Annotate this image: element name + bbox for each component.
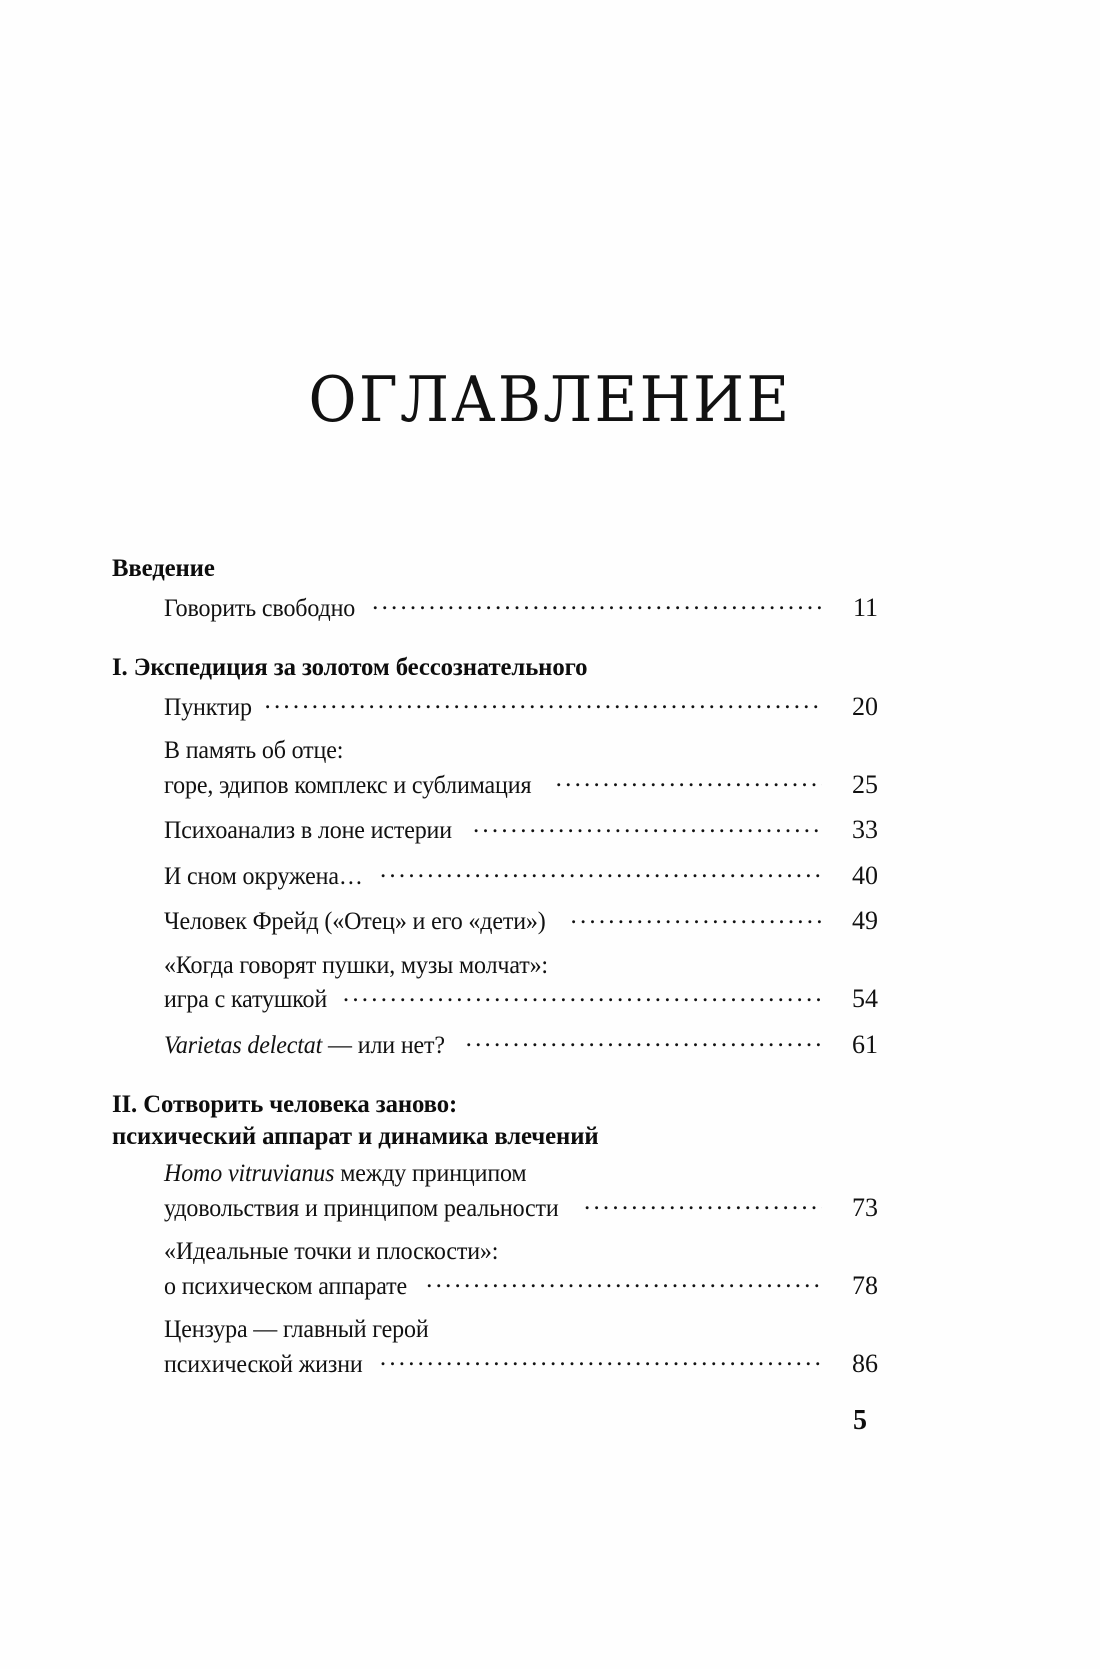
dot-leader (343, 982, 822, 1007)
toc-entries (112, 1158, 878, 1381)
toc-entry-title-line2: игра с катушкой (164, 986, 328, 1014)
dot-leader (372, 591, 822, 616)
toc-entry[interactable] (164, 1314, 878, 1381)
dot-leader (426, 1269, 822, 1294)
heading-line-1: II. Сотворить человека заново: (112, 1089, 458, 1119)
toc-entry-page: 86 (852, 1348, 878, 1378)
toc-entry-title-line2: горе, эдипов комплекс и сублимация (164, 771, 532, 799)
toc-entry-title-line1: Цензура — главный герой (164, 1316, 429, 1344)
toc-entries (112, 591, 878, 626)
toc-entry-title-line1: В память об отце: (164, 737, 344, 765)
toc-entry-title: Говорить свободно (164, 594, 356, 622)
toc-group-heading (112, 1088, 855, 1151)
toc-entry[interactable] (164, 904, 878, 939)
toc-entry[interactable] (164, 950, 878, 1017)
dot-leader (556, 768, 822, 793)
toc-entry-title-line2: психической жизни (164, 1350, 363, 1378)
toc-entry-title-line2: о психическом аппарате (164, 1272, 408, 1300)
page-folio: 5 (853, 1405, 867, 1436)
toc-entry-title-line1 (164, 1158, 526, 1191)
toc-entry-title-italic: Varietas delectat (164, 1031, 323, 1059)
toc-entry-title: Пунктир (164, 693, 252, 721)
toc-entry-page: 49 (852, 906, 878, 936)
toc-entry[interactable] (164, 1158, 878, 1225)
toc-entry[interactable] (164, 735, 878, 802)
toc-entry-title: Человек Фрейд («Отец» и его «дети») (164, 908, 546, 936)
toc-entry-title (164, 1030, 445, 1063)
toc-entry-title-line1: «Идеальные точки и плоскости»: (164, 1238, 499, 1266)
toc-entry[interactable] (164, 1236, 878, 1303)
toc-entry-page: 61 (852, 1029, 878, 1059)
dot-leader (584, 1191, 822, 1216)
toc-entry[interactable] (164, 859, 878, 894)
dot-leader (380, 859, 822, 884)
toc-entry-title-roman: — или нет? (322, 1031, 445, 1059)
toc-group-introduction (112, 552, 878, 625)
toc-entry[interactable] (164, 591, 878, 626)
toc-entry-page: 54 (852, 984, 878, 1014)
heading-line-2: психический аппарат и динамика влечений (112, 1120, 599, 1150)
toc-group-heading (112, 651, 855, 683)
toc-entry-page: 33 (852, 815, 878, 845)
toc-group-part-ii (112, 1088, 878, 1381)
toc-entry-page: 73 (852, 1192, 878, 1222)
toc-entry-title-roman: между принципом (334, 1160, 527, 1188)
dot-leader (473, 813, 822, 838)
toc-entry-title-line2: удовольствия и принципом реальности (164, 1194, 559, 1222)
toc-entry-title: Психоанализ в лоне истерии (164, 817, 452, 845)
toc-entry[interactable] (164, 690, 878, 725)
dot-leader (571, 904, 823, 929)
toc-entry-page: 40 (852, 860, 878, 890)
toc-entry-title-line1: «Когда говорят пушки, музы молчат»: (164, 951, 548, 979)
toc-entry-page: 20 (852, 691, 878, 721)
toc-entry-page: 78 (852, 1270, 878, 1300)
heading-line: Введение (112, 553, 215, 582)
toc-entry-page: 11 (852, 592, 878, 622)
dot-leader (466, 1028, 822, 1053)
toc-entry-title: И сном окружена… (164, 862, 363, 890)
toc-entry[interactable] (164, 1028, 878, 1063)
toc-entry-page: 25 (852, 769, 878, 799)
toc-group-heading (112, 552, 855, 584)
toc-entry-title-italic: Homo vitruvianus (164, 1160, 335, 1188)
toc-list (112, 552, 878, 1392)
page-title: ОГЛАВЛЕНИЕ (308, 363, 792, 436)
heading-line: I. Экспедиция за золотом бессознательного (112, 652, 588, 682)
toc-group-part-i (112, 651, 878, 1062)
dot-leader (380, 1347, 822, 1372)
dot-leader (265, 690, 822, 715)
toc-entries (112, 690, 878, 1063)
toc-entry[interactable] (164, 813, 878, 848)
